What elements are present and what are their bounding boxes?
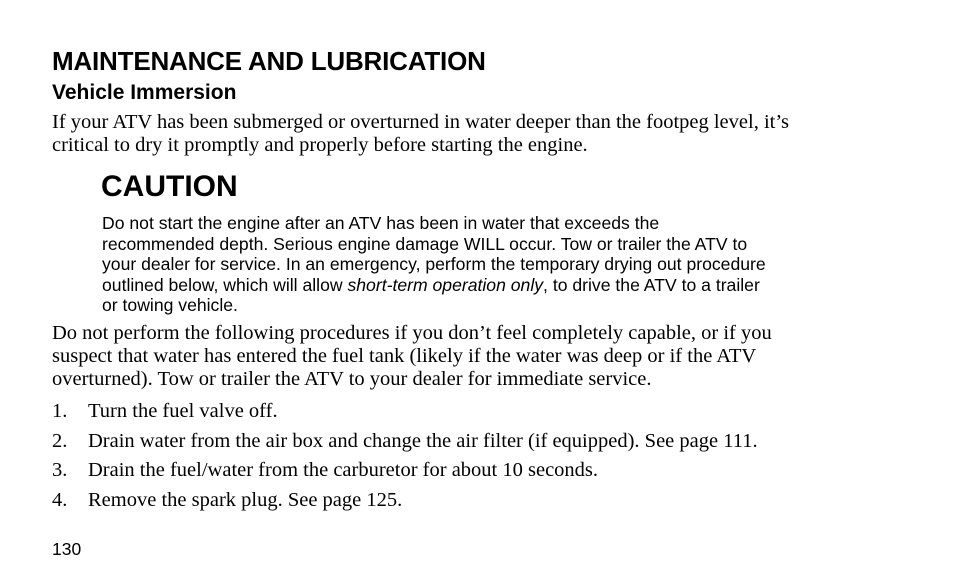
caution-line-text: outlined below, which will allow (102, 274, 348, 295)
step-text: Turn the fuel valve off. (88, 400, 278, 422)
step-number: 2. (52, 429, 68, 452)
procedure-note (52, 322, 912, 391)
intro-line: critical to dry it promptly and properly before starting the engine. (52, 134, 588, 156)
caution-body (102, 213, 902, 316)
step-item (52, 428, 912, 458)
intro-line: If your ATV has been submerged or overturned in water deeper than the footpeg level, it’s (52, 111, 790, 133)
caution-line: your dealer for service. In an emergency, perform the temporary drying out procedure (102, 254, 766, 274)
procedure-note-line: overturned). Tow or trailer the ATV to your dealer for immediate service. (52, 368, 652, 390)
caution-line: Do not start the engine after an ATV has been in water that exceeds the (102, 213, 660, 233)
step-number: 4. (52, 488, 68, 511)
step-item (52, 457, 912, 487)
caution-line (102, 275, 902, 296)
caution-emphasis: short-term operation only (347, 274, 544, 295)
steps-list (52, 398, 912, 516)
page-number: 130 (52, 539, 82, 559)
subsection-title: Vehicle Immersion (52, 81, 237, 104)
procedure-note-line: suspect that water has entered the fuel tank (likely if the water was deep or if the ATV (52, 345, 757, 367)
step-item (52, 398, 912, 428)
section-title: MAINTENANCE AND LUBRICATION (52, 46, 486, 76)
caution-heading: CAUTION (101, 170, 238, 203)
caution-line-text: , to drive the ATV to a trailer (543, 274, 760, 295)
step-text: Drain water from the air box and change the air filter (if equipped). See page 111. (88, 429, 758, 452)
step-item (52, 487, 912, 517)
caution-line: recommended depth. Serious engine damage WILL occur. Tow or trailer the ATV to (102, 233, 748, 254)
step-text: Drain the fuel/water from the carburetor for about 10 seconds. (88, 459, 599, 482)
step-number: 3. (52, 459, 68, 482)
procedure-note-line: Do not perform the following procedures if you don’t feel completely capable, or if you (52, 322, 772, 344)
step-number: 1. (52, 400, 68, 422)
step-text: Remove the spark plug. See page 125. (88, 488, 403, 511)
caution-line: or towing vehicle. (102, 295, 238, 315)
intro-paragraph (52, 111, 912, 157)
